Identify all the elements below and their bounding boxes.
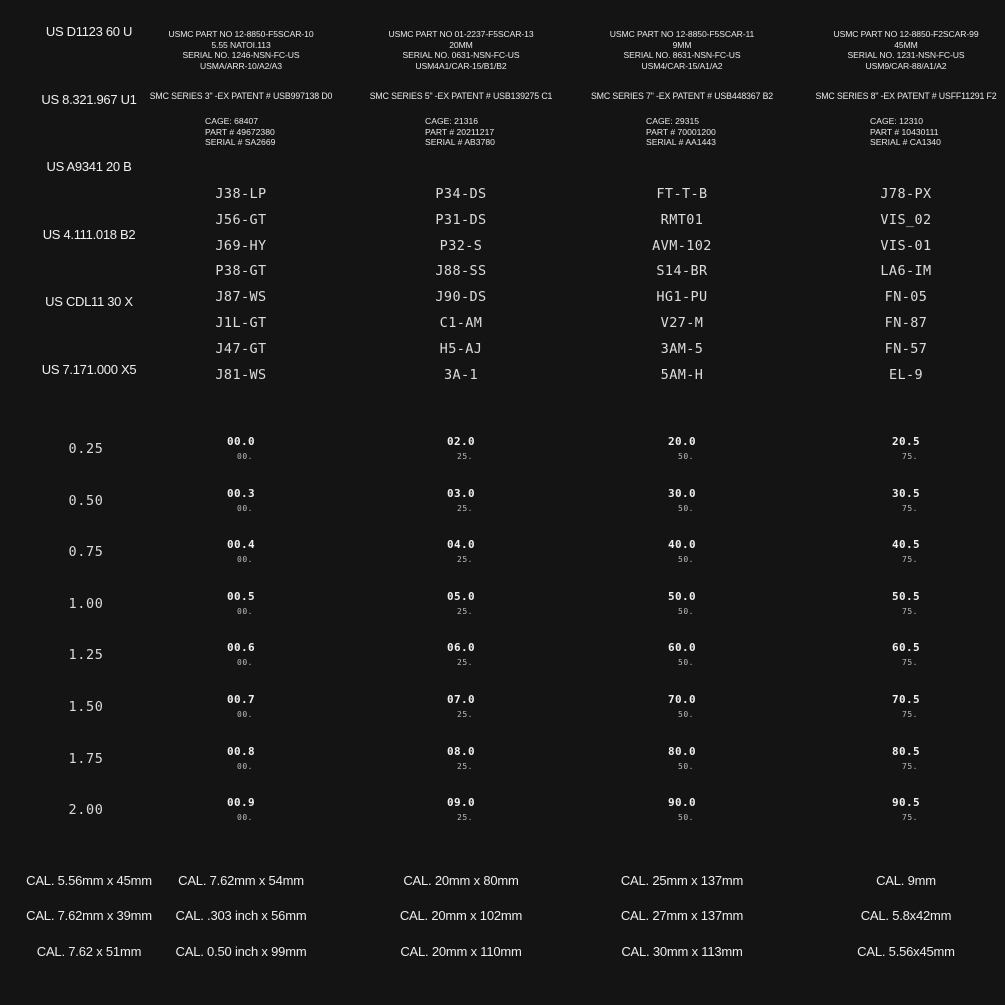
part-code: HG1-PU	[656, 289, 708, 306]
reading-sub: 25.	[457, 452, 473, 461]
reading-sub: 25.	[457, 606, 473, 616]
reading-sub: 75.	[902, 503, 918, 513]
reading-value: 60.0	[667, 641, 697, 655]
caliber-label: CAL. 27mm x 137mm	[620, 908, 744, 923]
series-patent: SMC SERIES 8" -EX PATENT # USFF11291 F2	[815, 91, 997, 101]
cage-info-line: CAGE: 12310	[870, 116, 924, 126]
cage-info-line: SERIAL # SA2669	[205, 137, 276, 148]
part-code: 3A-1	[443, 366, 479, 383]
part-code: H5-AJ	[439, 340, 483, 357]
cage-info-line: PART # 49672380	[205, 126, 275, 137]
reading-sub: 25.	[457, 761, 473, 771]
part-code: FT-T-B	[656, 186, 708, 202]
caliber-label: CAL. 20mm x 80mm	[403, 873, 519, 888]
cage-info-line: PART # 70001200	[646, 126, 716, 137]
caliber-label: CAL. .303 inch x 56mm	[175, 908, 307, 923]
reading-sub: 00.	[237, 452, 253, 461]
patent-label: US CDL11 30 X	[45, 294, 133, 309]
reading-value: 70.0	[667, 693, 697, 706]
caliber-label: CAL. 20mm x 110mm	[400, 944, 522, 959]
series-patent: SMC SERIES 3" -EX PATENT # USB997138 D0	[149, 91, 333, 101]
part-code: J81-WS	[215, 366, 267, 383]
patent-label: US 4.111.018 B2	[42, 227, 136, 242]
reading-sub: 50.	[678, 606, 694, 616]
part-code: FN-57	[884, 340, 928, 357]
part-code: J88-SS	[435, 263, 487, 280]
part-info-line: USMC PART NO 01-2237-F5SCAR-13	[388, 29, 534, 39]
part-info-line: 9MM	[672, 39, 692, 50]
reading-value: 40.0	[667, 538, 697, 552]
reading-value: 00.7	[226, 693, 256, 706]
part-code: P31-DS	[435, 211, 487, 228]
part-info-line: USMA/ARR-10/A2/A3	[200, 60, 282, 71]
reading-sub: 75.	[902, 813, 918, 823]
caliber-label: CAL. 20mm x 102mm	[399, 908, 523, 923]
reading-sub: 00.	[237, 555, 253, 565]
reading-sub: 50.	[678, 761, 694, 771]
reading-sub: 50.	[678, 503, 694, 513]
part-info-line: 5.55 NATOI.113	[211, 39, 271, 50]
reading-sub: 00.	[237, 761, 253, 771]
reading-value: 08.0	[446, 744, 476, 758]
caliber-label: CAL. 0.50 inch x 99mm	[175, 944, 307, 959]
part-code: J38-LP	[215, 186, 267, 202]
reading-value: 80.0	[667, 744, 697, 758]
part-code: J47-GT	[215, 340, 267, 357]
reading-value: 00.8	[226, 744, 256, 758]
scale-value: 0.25	[68, 441, 104, 457]
cage-info-line: CAGE: 21316	[425, 116, 479, 126]
reading-value: 02.0	[446, 435, 476, 448]
reading-sub: 25.	[457, 710, 473, 719]
reading-value: 03.0	[446, 486, 476, 500]
reading-sub: 75.	[902, 452, 918, 461]
reading-sub: 50.	[678, 555, 694, 565]
scale-value: 1.25	[68, 647, 104, 664]
reading-sub: 50.	[678, 813, 694, 823]
caliber-label: CAL. 9mm	[876, 873, 936, 888]
reading-sub: 75.	[902, 658, 918, 668]
part-info-line: USM4/CAR-15/A1/A2	[641, 60, 723, 71]
part-info-line: USMC PART NO 12-8850-F5SCAR-11	[609, 29, 755, 39]
reading-sub: 50.	[678, 710, 694, 719]
part-code: J1L-GT	[215, 315, 267, 331]
patent-label: US 7.171.000 X5	[41, 362, 137, 377]
part-code: C1-AM	[439, 315, 483, 331]
scale-value: 0.75	[68, 544, 104, 561]
part-code: P34-DS	[435, 186, 487, 202]
reading-sub: 50.	[678, 452, 694, 461]
caliber-label: CAL. 25mm x 137mm	[620, 873, 744, 888]
reading-sub: 25.	[457, 658, 473, 668]
part-info-line: SERIAL NO. 0631-NSN-FC-US	[402, 50, 520, 61]
reading-sub: 75.	[902, 710, 918, 719]
part-code: P38-GT	[215, 263, 267, 280]
reading-value: 80.5	[891, 744, 921, 758]
scale-value: 0.50	[68, 492, 104, 509]
reading-sub: 00.	[237, 606, 253, 616]
reading-value: 07.0	[446, 693, 476, 706]
reading-sub: 75.	[902, 761, 918, 771]
part-code: V27-M	[660, 315, 704, 331]
cage-info-line: PART # 20211217	[425, 126, 495, 137]
caliber-label: CAL. 5.56x45mm	[857, 944, 955, 959]
part-code: VIS_02	[880, 211, 932, 228]
reading-value: 50.0	[667, 589, 697, 603]
part-code: AVM-102	[652, 237, 712, 254]
part-info-line: 45MM	[894, 39, 918, 50]
part-info-line: SERIAL NO. 1246-NSN-FC-US	[182, 50, 300, 61]
part-code: S14-BR	[656, 263, 708, 280]
reading-value: 00.0	[226, 435, 256, 448]
part-code: EL-9	[888, 366, 924, 383]
series-patent: SMC SERIES 5" -EX PATENT # USB139275 C1	[369, 91, 553, 101]
cage-info-line: SERIAL # CA1340	[870, 137, 941, 148]
reading-sub: 75.	[902, 606, 918, 616]
reading-value: 00.5	[226, 589, 256, 603]
reading-value: 09.0	[446, 796, 476, 810]
part-info-line: USMC PART NO 12-8850-F5SCAR-10	[168, 29, 314, 39]
part-code: P32-S	[439, 237, 483, 254]
series-patent: SMC SERIES 7" -EX PATENT # USB448367 B2	[590, 91, 774, 101]
reading-value: 90.5	[891, 796, 921, 810]
reading-sub: 00.	[237, 503, 253, 513]
reading-sub: 25.	[457, 555, 473, 565]
reading-value: 00.3	[226, 486, 256, 500]
part-code: J87-WS	[215, 289, 267, 306]
reading-value: 30.0	[667, 486, 697, 500]
reading-value: 00.9	[226, 796, 256, 810]
reading-value: 30.5	[891, 486, 921, 500]
part-code: LA6-IM	[880, 263, 932, 280]
reading-value: 20.0	[667, 435, 697, 448]
reading-value: 00.6	[226, 641, 256, 655]
reading-value: 20.5	[891, 435, 921, 448]
caliber-label: CAL. 5.56mm x 45mm	[26, 873, 152, 888]
caliber-label: CAL. 5.8x42mm	[860, 908, 952, 923]
reading-value: 05.0	[446, 589, 476, 603]
scale-value: 2.00	[68, 802, 104, 819]
part-info-line: USM4A1/CAR-15/B1/B2	[415, 60, 507, 71]
part-code: FN-87	[884, 315, 928, 331]
part-code: VIS-01	[880, 237, 932, 254]
reading-sub: 75.	[902, 555, 918, 565]
reading-value: 50.5	[891, 589, 921, 603]
reading-value: 70.5	[891, 693, 921, 706]
patent-label: US D1123 60 U	[45, 24, 133, 39]
part-info-line: 20MM	[449, 39, 473, 50]
reading-value: 00.4	[226, 538, 256, 552]
caliber-label: CAL. 7.62mm x 39mm	[26, 908, 152, 923]
reading-value: 04.0	[446, 538, 476, 552]
scale-value: 1.50	[68, 699, 104, 715]
scale-value: 1.75	[68, 750, 104, 767]
reading-sub: 25.	[457, 813, 473, 823]
caliber-label: CAL. 7.62 x 51mm	[36, 944, 142, 959]
cage-info-line: CAGE: 68407	[205, 116, 259, 126]
reading-sub: 25.	[457, 503, 473, 513]
reading-sub: 50.	[678, 658, 694, 668]
reading-sub: 00.	[237, 710, 253, 719]
caliber-label: CAL. 7.62mm x 54mm	[178, 873, 304, 888]
part-code: FN-05	[884, 289, 928, 306]
part-code: J69-HY	[215, 237, 267, 254]
reading-value: 06.0	[446, 641, 476, 655]
reading-value: 40.5	[891, 538, 921, 552]
cage-info-line: SERIAL # AA1443	[646, 137, 716, 148]
reading-value: 90.0	[667, 796, 697, 810]
cage-info-line: SERIAL # AB3780	[425, 137, 495, 148]
patent-label: US A9341 20 B	[46, 159, 132, 174]
reading-sub: 00.	[237, 813, 253, 823]
reading-value: 60.5	[891, 641, 921, 655]
part-code: J56-GT	[215, 211, 267, 228]
reading-sub: 00.	[237, 658, 253, 668]
part-code: J90-DS	[435, 289, 487, 306]
patent-label: US 8.321.967 U1	[41, 92, 137, 107]
scale-value: 1.00	[68, 595, 104, 612]
part-info-line: USM9/CAR-88/A1/A2	[865, 60, 947, 71]
part-info-line: SERIAL NO. 1231-NSN-FC-US	[847, 50, 965, 61]
part-info-line: USMC PART NO 12-8850-F2SCAR-99	[833, 29, 979, 39]
part-code: 5AM-H	[660, 366, 704, 383]
part-info-line: SERIAL NO. 8631-NSN-FC-US	[623, 50, 741, 61]
part-code: RMT01	[660, 211, 704, 228]
part-code: J78-PX	[880, 186, 932, 202]
cage-info-line: PART # 10430111	[870, 126, 939, 137]
cage-info-line: CAGE: 29315	[646, 116, 700, 126]
part-code: 3AM-5	[660, 340, 704, 357]
caliber-label: CAL. 30mm x 113mm	[621, 944, 743, 959]
